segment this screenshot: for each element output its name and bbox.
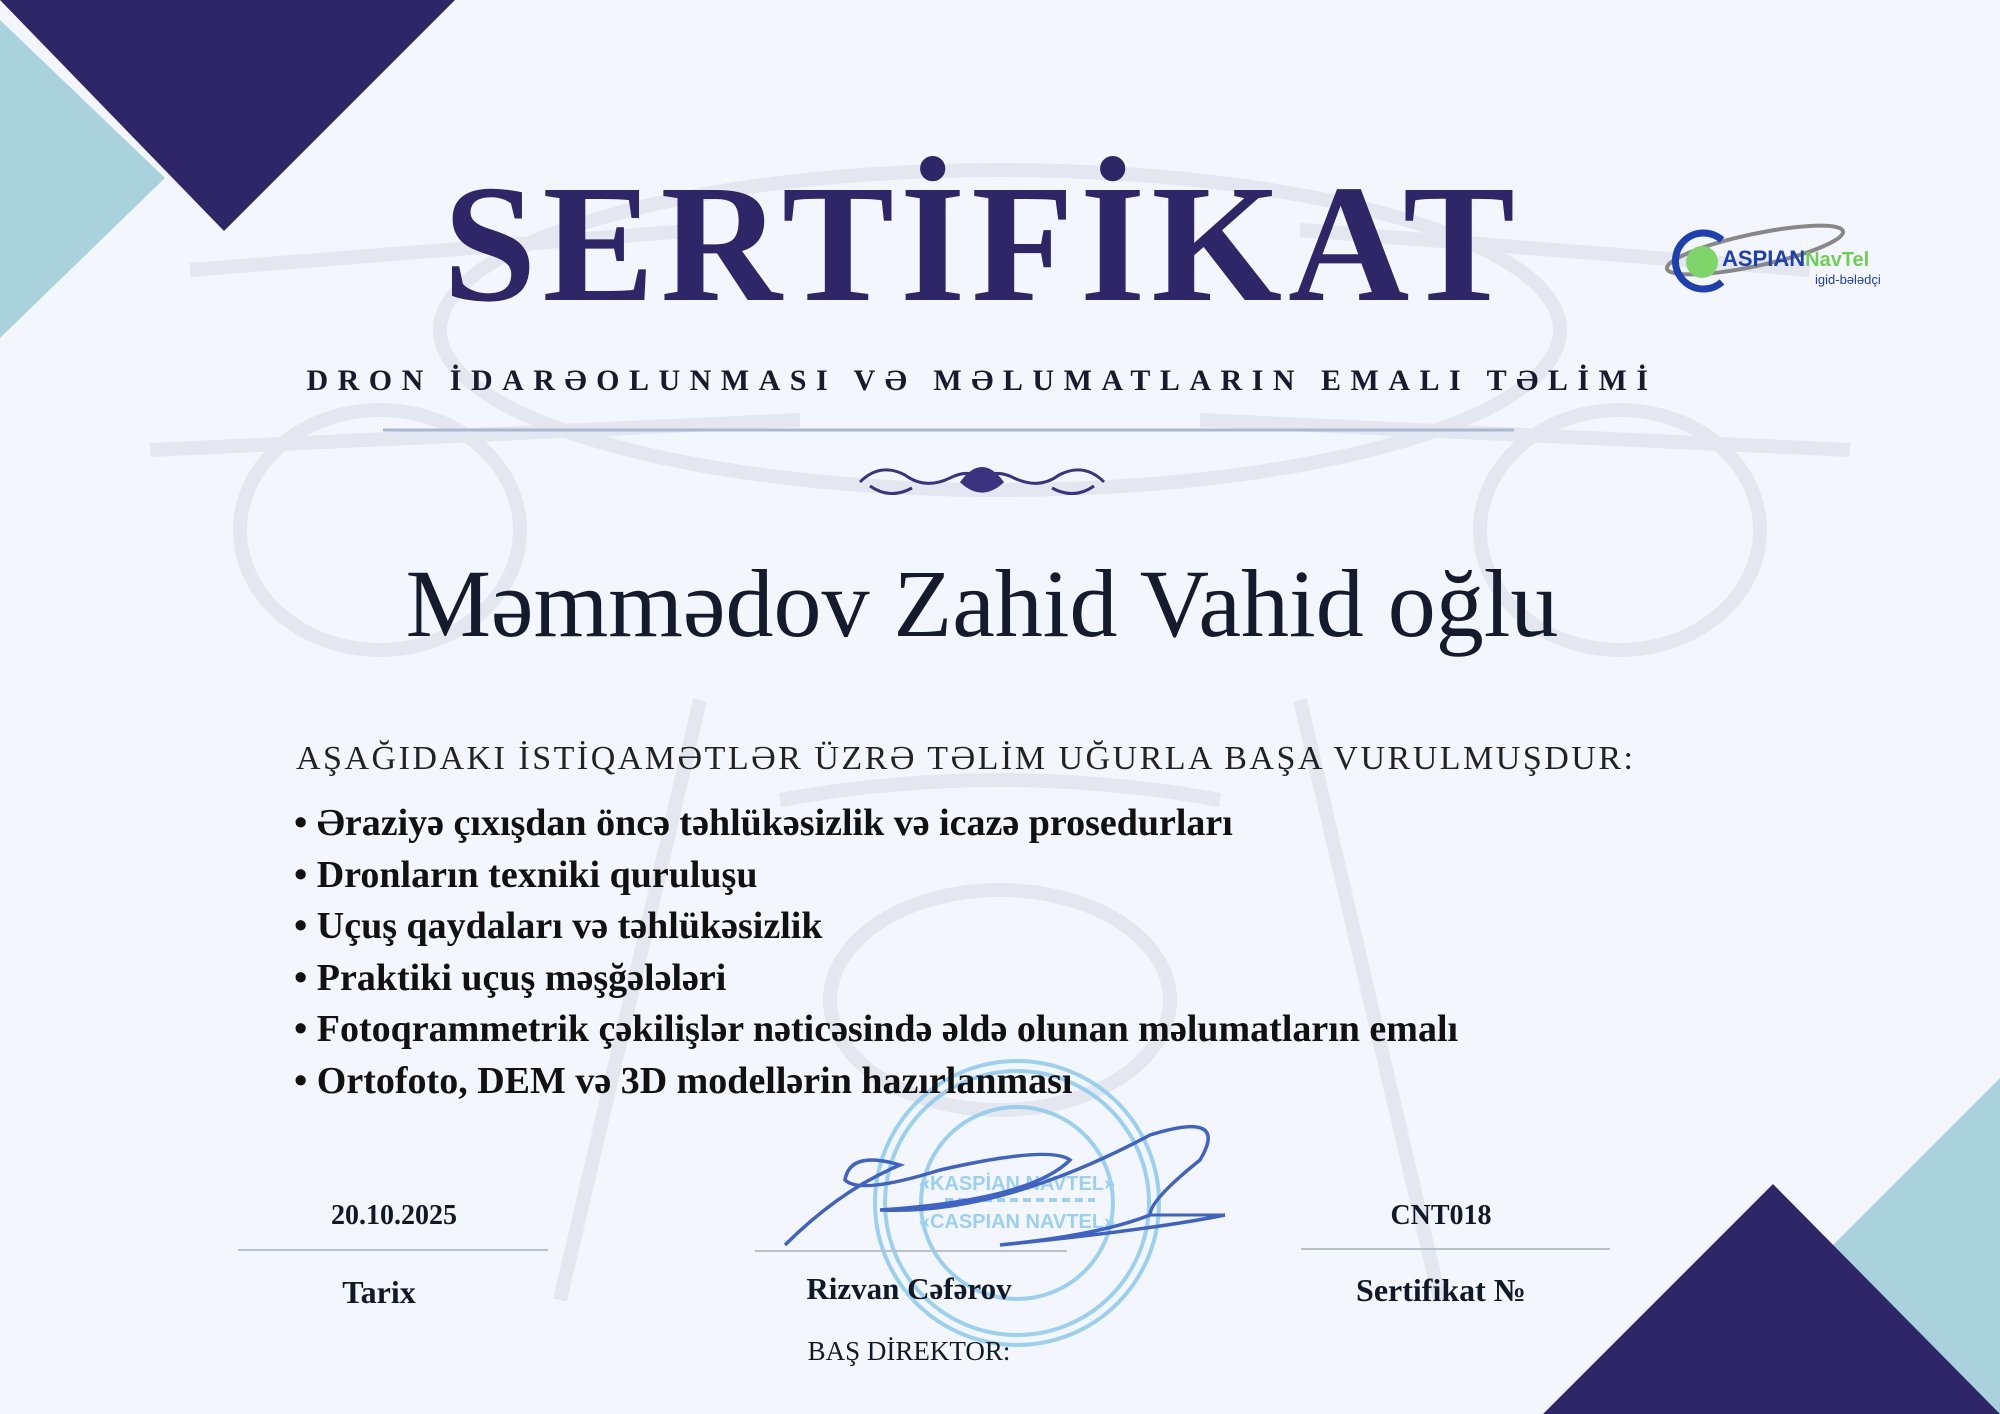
courses-heading: AŞAĞIDAKI İSTİQAMƏTLƏR ÜZRƏ TƏLİM UĞURLA BAŞA VURULMUŞDUR: bbox=[296, 740, 1636, 777]
certificate-number-label: Sertifikat № bbox=[1356, 1272, 1526, 1308]
certificate-number-line bbox=[1301, 1248, 1610, 1250]
course-item: • Əraziyə çıxışdan öncə təhlükəsizlik və icazə prosedurları bbox=[294, 802, 1233, 844]
course-item: • Uçuş qaydaları və təhlükəsizlik bbox=[294, 905, 823, 947]
signer-title: BAŞ DİREKTOR: bbox=[807, 1336, 1011, 1366]
certificate-title: SERTİFİKAT bbox=[443, 151, 1521, 337]
stamp-center-bottom: «CASPIAN NAVTEL» bbox=[918, 1211, 1116, 1233]
date-label: Tarix bbox=[342, 1274, 416, 1310]
date-line bbox=[238, 1249, 548, 1251]
certificate-number-value: CNT018 bbox=[1390, 1200, 1492, 1231]
date-value: 20.10.2025 bbox=[331, 1200, 457, 1231]
signature-line bbox=[755, 1250, 1067, 1252]
course-item: • Ortofoto, DEM və 3D modellərin hazırlanması bbox=[294, 1059, 1073, 1102]
stamp-center-top: «KASPİAN NAVTEL» bbox=[918, 1173, 1116, 1195]
signer-name: Rizvan Cəfərov bbox=[806, 1271, 1012, 1306]
drone-watermark bbox=[150, 170, 1850, 1300]
course-item: • Dronların texniki quruluşu bbox=[294, 853, 758, 896]
company-logo bbox=[1660, 220, 1890, 305]
certificate-subtitle: DRON İDARƏOLUNMASI VƏ MƏLUMATLARIN EMALI TƏLİMİ bbox=[306, 364, 1658, 397]
courses-list bbox=[294, 798, 1458, 1107]
logo-tagline: igid-bələdçi bbox=[1815, 272, 1881, 287]
course-item: • Praktiki uçuş məşğələləri bbox=[294, 956, 727, 999]
recipient-name: Məmmədov Zahid Vahid oğlu bbox=[405, 550, 1559, 657]
logo-brand-main: ASPIAN bbox=[1722, 246, 1806, 271]
logo-brand-sub: NavTel bbox=[1805, 249, 1870, 271]
course-item: • Fotoqrammetrik çəkilişlər nəticəsində əldə olunan məlumatların emalı bbox=[294, 1008, 1459, 1050]
